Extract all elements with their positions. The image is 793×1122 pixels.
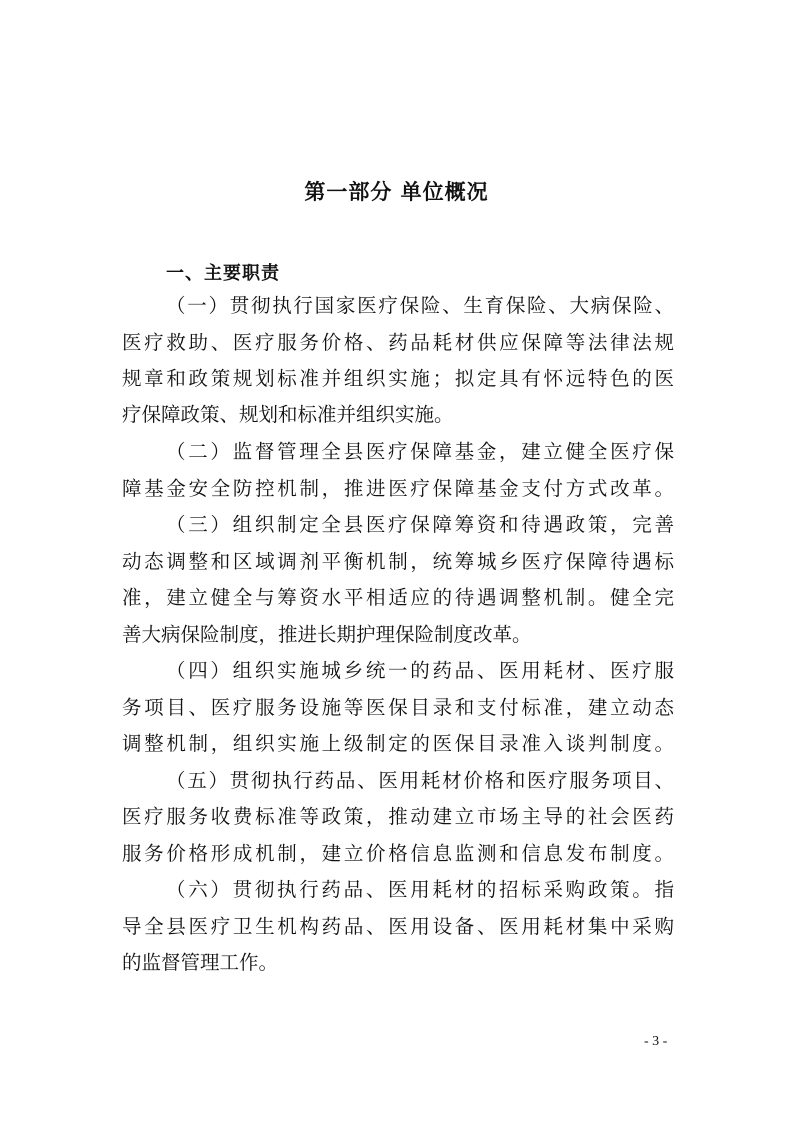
paragraph-4-line-2: 务项目、医疗服务设施等医保目录和支付标准，建立动态 (122, 696, 674, 719)
paragraph-5-line-2: 医疗服务收费标准等政策，推动建立市场主导的社会医药 (122, 805, 674, 828)
paragraph-5-line-1: （五）贯彻执行药品、医用耗材价格和医疗服务项目、 (166, 769, 674, 792)
paragraph-2-line-1: （二）监督管理全县医疗保障基金，建立健全医疗保 (166, 440, 674, 463)
paragraph-6-line-1: （六）贯彻执行药品、医用耗材的招标采购政策。指 (166, 878, 674, 901)
paragraph-1-line-4: 疗保障政策、规划和标准并组织实施。 (122, 403, 454, 426)
paragraph-6-line-3: 的监督管理工作。 (122, 951, 279, 974)
paragraph-3-line-1: （三）组织制定全县医疗保障筹资和待遇政策，完善 (166, 513, 674, 536)
paragraph-5-line-3: 服务价格形成机制，建立价格信息监测和信息发布制度。 (122, 842, 674, 865)
paragraph-1-line-1: （一）贯彻执行国家医疗保险、生育保险、大病保险、 (166, 294, 674, 317)
paragraph-2-line-2: 障基金安全防控机制，推进医疗保障基金支付方式改革。 (122, 477, 674, 500)
paragraph-6-line-2: 导全县医疗卫生机构药品、医用设备、医用耗材集中采购 (122, 915, 674, 938)
paragraph-4-line-3: 调整机制，组织实施上级制定的医保目录准入谈判制度。 (122, 732, 674, 755)
paragraph-4-line-1: （四）组织实施城乡统一的药品、医用耗材、医疗服 (166, 659, 674, 682)
section-heading: 一、主要职责 (166, 263, 280, 284)
paragraph-3-line-2: 动态调整和区域调剂平衡机制，统筹城乡医疗保障待遇标 (122, 550, 674, 573)
paragraph-3-line-4: 善大病保险制度，推进长期护理保险制度改革。 (122, 623, 532, 646)
page-title: 第一部分 单位概况 (304, 180, 489, 204)
paragraph-1-line-3: 规章和政策规划标准并组织实施；拟定具有怀远特色的医 (122, 367, 674, 390)
page-number: - 3 - (644, 1034, 668, 1049)
paragraph-3-line-3: 准，建立健全与筹资水平相适应的待遇调整机制。健全完 (122, 586, 674, 609)
paragraph-1-line-2: 医疗救助、医疗服务价格、药品耗材供应保障等法律法规 (122, 331, 674, 354)
